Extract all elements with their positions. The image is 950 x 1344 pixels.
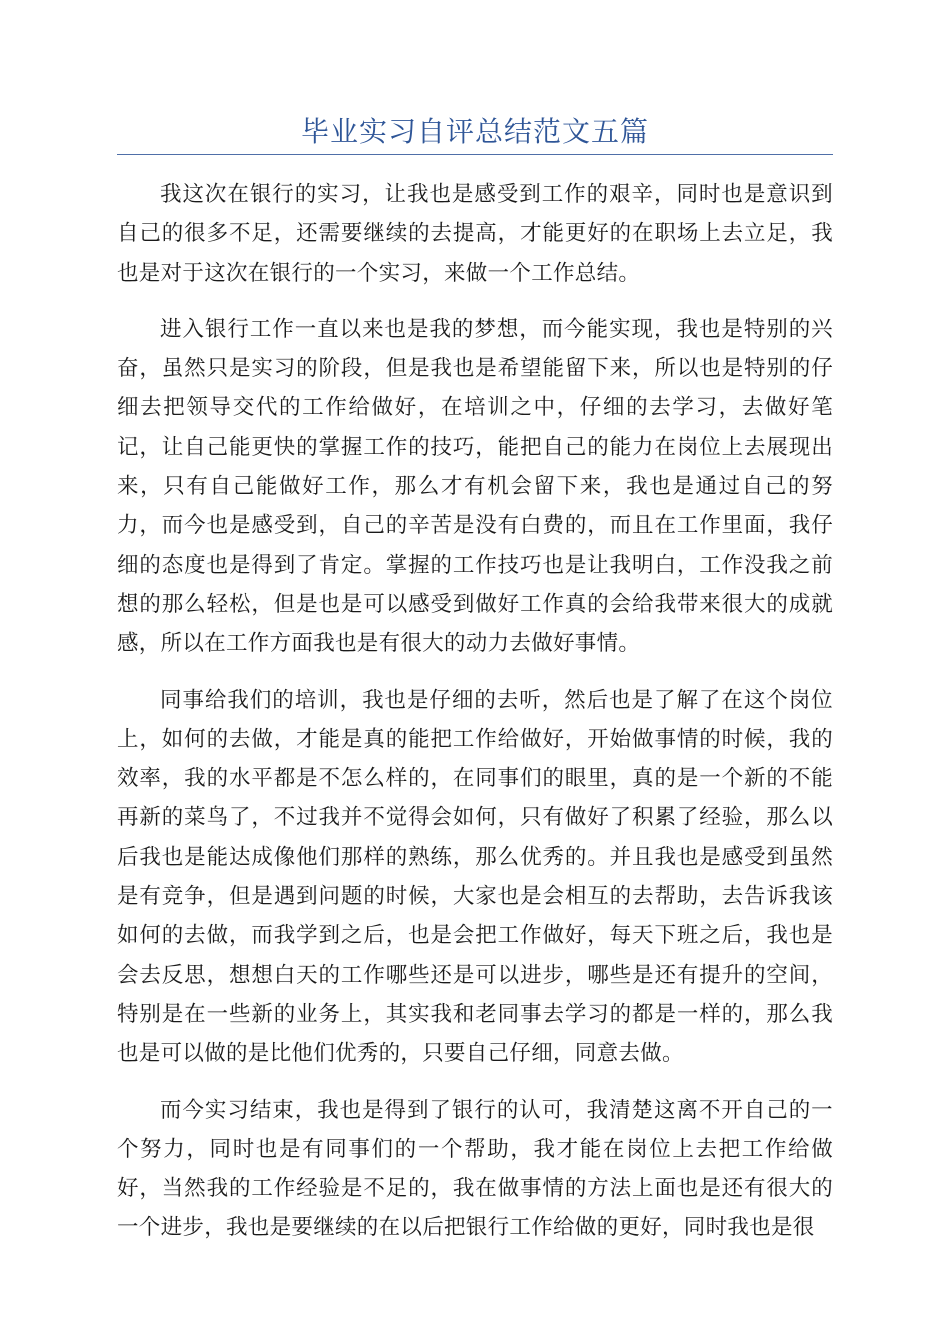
- paragraph-2: 进入银行工作一直以来也是我的梦想，而今能实现，我也是特别的兴奋，虽然只是实习的阶段，但是我也是希望能留下来，所以也是特别的仔细去把领导交代的工作给做好，在培训之中，仔细的去学习，去做好笔记，让自己能更快的掌握工作的技巧，能把自己的能力在岗位上去展现出来，只有自己能做好工作，那么才有机会留下来，我也是通过自己的努力，而今也是感受到，自己的辛苦是没有白费的，而且在工作里面，我仔细的态度也是得到了肯定。掌握的工作技巧也是让我明白，工作没我之前想的那么轻松，但是也是可以感受到做好工作真的会给我带来很大的成就感，所以在工作方面我也是有很大的动力去做好事情。: [117, 316, 833, 657]
- paragraph-1: 我这次在银行的实习，让我也是感受到工作的艰辛，同时也是意识到自己的很多不足，还需要继续的去提高，才能更好的在职场上去立足，我也是对于这次在银行的一个实习，来做一个工作总结。: [117, 182, 833, 286]
- document-page: [117, 0, 833, 1265]
- document-title: 毕业实习自评总结范文五篇: [300, 115, 649, 148]
- title-underline: [117, 154, 833, 155]
- paragraph-4: 而今实习结束，我也是得到了银行的认可，我清楚这离不开自己的一个努力，同时也是有同事们的一个帮助，我才能在岗位上去把工作给做好，当然我的工作经验是不足的，我在做事情的方法上面也是还有很大的一个进步，我也是要继续的在以后把银行工作给做的更好，同时我也是很: [117, 1097, 833, 1241]
- paragraph-3: 同事给我们的培训，我也是仔细的去听，然后也是了解了在这个岗位上，如何的去做，才能是真的能把工作给做好，开始做事情的时候，我的效率，我的水平都是不怎么样的，在同事们的眼里，真的是一个新的不能再新的菜鸟了，不过我并不觉得会如何，只有做好了积累了经验，那么以后我也是能达成像他们那样的熟练，那么优秀的。并且我也是感受到虽然是有竞争，但是遇到问题的时候，大家也是会相互的去帮助，去告诉我该如何的去做，而我学到之后，也是会把工作做好，每天下班之后，我也是会去反思，想想白天的工作哪些还是可以进步，哪些是还有提升的空间，特别是在一些新的业务上，其实我和老同事去学习的都是一样的，那么我也是可以做的是比他们优秀的，只要自己仔细，同意去做。: [117, 687, 833, 1067]
